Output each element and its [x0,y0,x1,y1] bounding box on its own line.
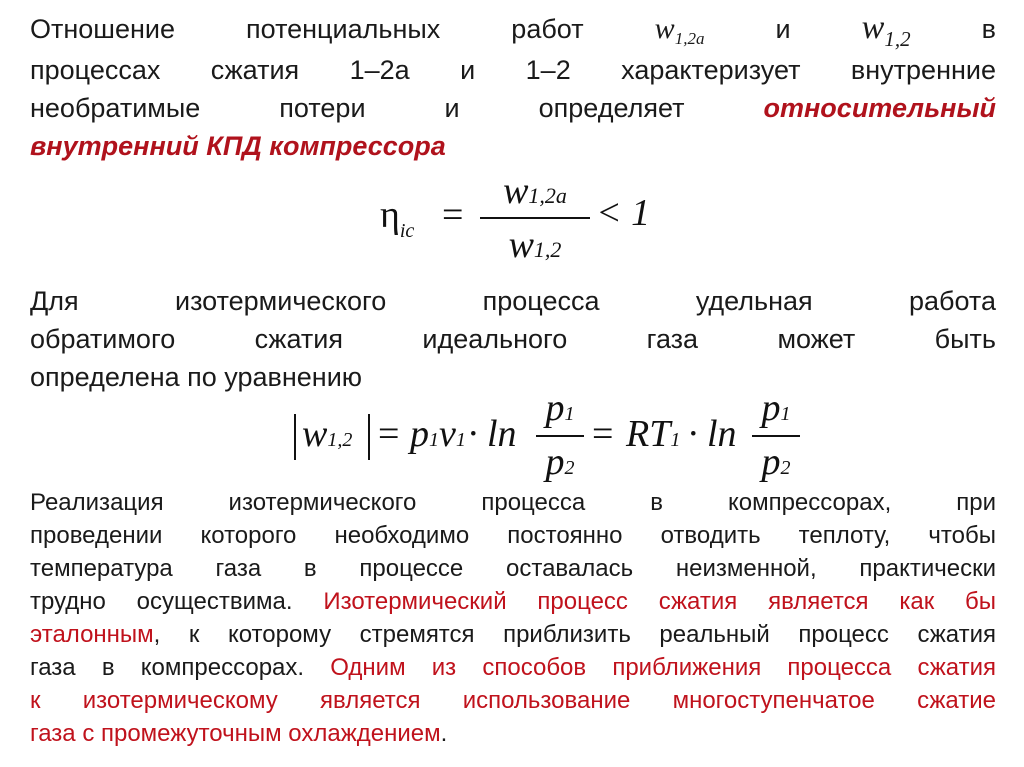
conjunction: и [775,14,791,44]
red-text-1: Изотермический процесс сжатия является как бы [323,588,996,615]
equals-sign: = [442,194,464,236]
rt1: RT1 [626,413,681,455]
frac1-den: p2 [545,441,575,483]
para3-line-5: эталонным, к которому стремятся приблизить реальный процесс сжатия [30,621,996,648]
frac2-num: p1 [761,387,791,429]
p1v1: p1v1 [410,413,466,455]
abs-bar-left [294,414,296,460]
w12-symbol: $w_{1,2}$ [861,9,911,51]
frac2-den: p2 [761,441,791,483]
para2-line-1: Для изотермического процесса удельная работа [30,286,996,316]
fraction-denominator: w1,2 [508,224,562,266]
para3-line-1: Реализация изотермического процесса в компрессорах, при [30,489,996,516]
para3-line-7: к изотермическому является использование многоступенчатое сжатие [30,687,996,714]
para3-line-6: газа в компрессорах. Одним из способов приближения процесса сжатия [30,654,997,681]
intro-text-end: в [981,14,996,44]
intro-line-4: внутренний КПД компрессора [30,131,446,161]
intro-text: Отношение потенциальных работ [30,14,584,44]
fraction-numerator: w1,2a [503,170,567,212]
frac2-bar [752,435,800,437]
para3-line-4: трудно осуществима. Изотермический процесс сжатия является как бы [30,588,996,615]
work-formula [292,387,812,490]
intro-line-2: процессах сжатия 1–2а и 1–2 характеризует внутренние [30,55,996,85]
eta-symbol: $\eta_{ic}$ [380,194,415,242]
highlight-relative: относительный [763,93,996,123]
equals-2: = [592,413,614,455]
para3-line-8: газа с промежуточным охлаждением. [30,720,448,747]
red-text-3: газа с промежуточным охлаждением [30,720,441,747]
less-than-one: < 1 [596,192,651,234]
red-text-2: Одним из способов приближения процесса сжатия [330,654,997,681]
intro-line-3: необратимые потери и определяет относительный [30,93,996,123]
intro-line-1 [30,10,996,57]
abs-bar-right [368,414,370,460]
para2-line-3: определена по уравнению [30,362,363,392]
w12a-symbol: $w_{1,2a}$ [654,12,705,48]
fraction-bar [480,217,590,219]
para3-line-2: проведении которого необходимо постоянно отводить теплоту, чтобы [30,522,996,549]
para2-line-2: обратимого сжатия идеального газа может быть [30,324,996,354]
red-text-etalon: эталонным [30,621,154,648]
para3-line-3: температура газа в процессе оставалась неизменной, практически [30,555,996,582]
ln-2: · ln [688,413,737,455]
frac1-bar [536,435,584,437]
frac1-num: p1 [545,387,575,429]
abs-w: w1,2 [302,413,353,455]
ln-1: · ln [468,413,517,455]
equals-1: = [378,413,400,455]
